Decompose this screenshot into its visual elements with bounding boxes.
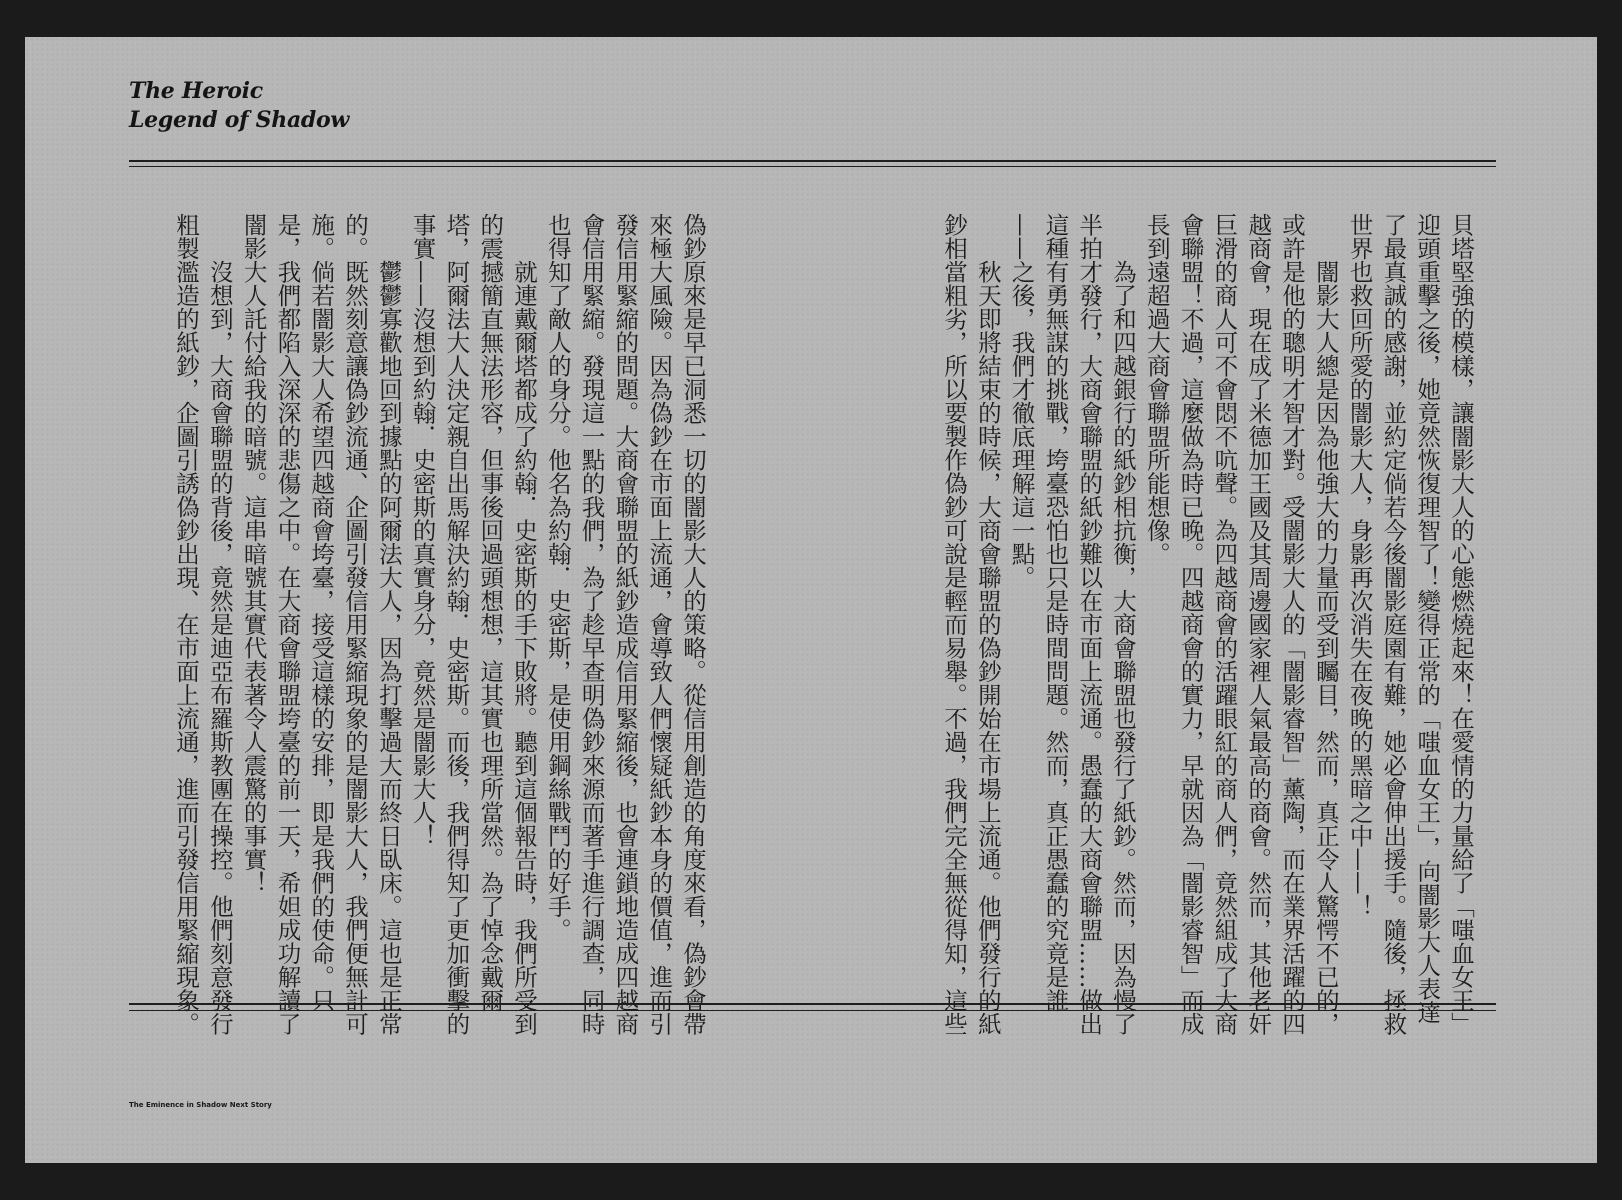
left-paragraph-2: 就連戴爾塔都成了約翰．史密斯的手下敗將。聽到這個報告時，我們所受到的震撼簡直無法形容，但事後回過頭想想，這其實也理所當然。為了悼念戴爾塔，阿爾法大人決定親自出馬解決約翰．史密斯。而後，我們得知了更加衝擊的事實——沒想到約翰．史密斯的真實身分，竟然是闇影大人！ [408,213,539,1036]
bottom-rule [129,1003,1496,1005]
page-title [129,77,349,135]
left-paragraph-4: 沒想到，大商會聯盟的背後，竟然是迪亞布羅斯教團在操控。他們刻意發行粗製濫造的紙鈔，企圖引誘偽鈔出現、在市面上流通，進而引發信用緊縮現象。 [172,213,234,1036]
right-paragraph-3: 為了和四越銀行的紙鈔相抗衡，大商會聯盟也發行了紙鈔。然而，因為慢了半拍才發行，大商會聯盟的紙鈔難以在市面上流通。愚蠢的大商會聯盟……做出這種有勇無謀的挑戰，垮臺恐怕也只是時間問題。然而，真正愚蠢的究竟是誰——之後，我們才徹底理解這一點。 [1007,213,1138,1036]
title-line-1: The Heroic [129,78,263,104]
right-paragraph-2: 闇影大人總是因為他強大的力量而受到矚目，然而，真正令人驚愕不已的，或許是他的聰明才智才對。受闇影大人的「闇影睿智」薰陶，而在業界活躍的四越商會，現在成了米德加王國及其周邊國家裡人氣最高的商會。然而，其他老奸巨滑的商人可不會悶不吭聲。為四越商會的活躍眼紅的商人們，竟然組成了大商會聯盟！不過，這麼做為時已晚。四越商會的實力，早就因為「闇影睿智」而成長到遠超過大商會聯盟所能想像。 [1142,213,1340,1036]
book-spread [25,37,1597,1163]
top-rule [129,160,1496,162]
right-paragraph-4: 秋天即將結束的時候，大商會聯盟的偽鈔開始在市場上流通。他們發行的紙鈔相當粗劣，所以要製作偽鈔可說是輕而易舉。不過，我們完全無從得知，這些 [940,213,1002,1036]
left-paragraph-3: 鬱鬱寡歡地回到據點的阿爾法大人，因為打擊過大而終日臥床。這也是正常的。既然刻意讓偽鈔流通、企圖引發信用緊縮現象的是闇影大人，我們便無計可施。倘若闇影大人希望四越商會垮臺，接受這樣的安排，即是我們的使命。只是，我們都陷入深深的悲傷之中。在大商會聯盟垮臺的前一天，希妲成功解讀了闇影大人託付給我的暗號。這串暗號其實代表著令人震驚的事實！ [239,213,403,1036]
footer-caption: The Eminence in Shadow Next Story [129,1101,272,1109]
top-rule-thin [129,166,1496,167]
left-page-text [127,213,709,1043]
right-paragraph-1: 貝塔堅強的模樣，讓闇影大人的心態燃燒起來！在愛情的力量給了「嗤血女王」迎頭重擊之後，她竟然恢復理智了！變得正常的「嗤血女王」，向闇影大人表達了最真誠的感謝，並約定倘若今後闇影庭園有難，她必會伸出援手。隨後，拯救世界也救回所愛的闇影大人，身影再次消失在夜晚的黑暗之中——！ [1345,213,1475,1036]
left-paragraph-1: 偽鈔原來是早已洞悉一切的闇影大人的策略。從信用創造的角度來看，偽鈔會帶來極大風險。因為偽鈔在市面上流通，會導致人們懷疑紙鈔本身的價值，進而引發信用緊縮的問題。大商會聯盟的紙鈔造成信用緊縮後，也會連鎖地造成四越商會信用緊縮。發現這一點的我們，為了趁早查明偽鈔來源而著手進行調查，同時也得知了敵人的身分。他名為約翰．史密斯，是使用鋼絲戰鬥的好手。 [543,213,707,1036]
title-line-2: Legend of Shadow [129,107,350,133]
bottom-rule-thin [129,1010,1496,1011]
right-page-text [895,213,1477,1043]
